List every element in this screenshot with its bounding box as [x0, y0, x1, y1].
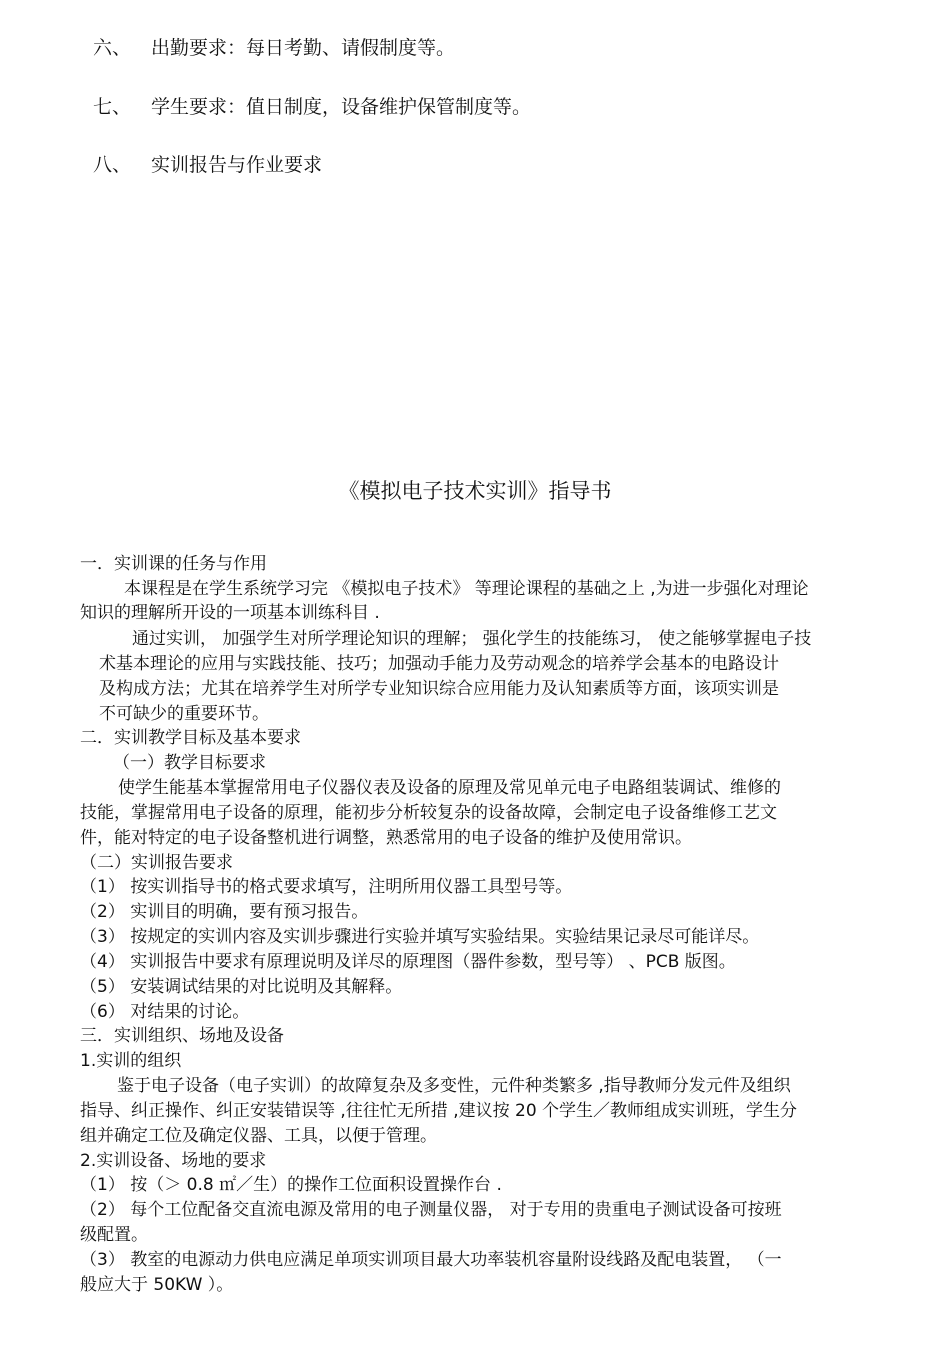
- item-seven-text: 学生要求：值日制度，设备维护保管制度等。: [151, 96, 532, 118]
- item-six: [93, 37, 456, 59]
- paragraph-line: 使学生能基本掌握常用电子仪器仪表及设备的原理及常见单元电子电路组装调试、维修的: [118, 778, 781, 798]
- paragraph-line: 通过实训， 加强学生对所学理论知识的理解； 强化学生的技能练习， 使之能够掌握电子技: [132, 629, 812, 649]
- section-1-heading: 一．实训课的任务与作用: [80, 554, 267, 574]
- paragraph-line: 组并确定工位及确定仪器、工具，以便于管理。: [80, 1126, 437, 1146]
- list-item: （3） 按规定的实训内容及实训步骤进行实验并填写实验结果。实验结果记录尽可能详尽。: [80, 927, 760, 947]
- paragraph-line: 及构成方法；尤其在培养学生对所学专业知识综合应用能力及认知素质等方面，该项实训是: [99, 679, 779, 699]
- item-seven-number: 七、: [93, 96, 132, 118]
- list-item-continuation: 级配置。: [80, 1225, 148, 1245]
- paragraph-line: 本课程是在学生系统学习完 《模拟电子技术》 等理论课程的基础之上 ,为进一步强化对理论: [124, 579, 809, 599]
- paragraph-line: 不可缺少的重要环节。: [99, 704, 269, 724]
- list-item: （2） 每个工位配备交直流电源及常用的电子测量仪器， 对于专用的贵重电子测试设备可按班: [80, 1200, 782, 1220]
- subsection-heading: （二）实训报告要求: [80, 853, 233, 873]
- item-six-number: 六、: [93, 37, 132, 59]
- item-eight: [93, 154, 323, 176]
- list-item: （4） 实训报告中要求有原理说明及详尽的原理图（器件参数，型号等） 、PCB 版图。: [80, 952, 736, 972]
- item-six-text: 出勤要求：每日考勤、请假制度等。: [151, 37, 456, 59]
- subsection-heading: （一）教学目标要求: [113, 753, 266, 773]
- section-3-heading: 三．实训组织、场地及设备: [80, 1026, 284, 1046]
- subsection-heading: 1.实训的组织: [80, 1051, 182, 1071]
- paragraph-line: 术基本理论的应用与实践技能、技巧；加强动手能力及劳动观念的培养学会基本的电路设计: [99, 654, 779, 674]
- subsection-heading: 2.实训设备、场地的要求: [80, 1151, 267, 1171]
- paragraph-line: 鉴于电子设备（电子实训）的故障复杂及多变性，元件种类繁多 ,指导教师分发元件及组织: [117, 1076, 791, 1096]
- paragraph-line: 技能，掌握常用电子设备的原理，能初步分析较复杂的设备故障，会制定电子设备维修工艺文: [80, 803, 777, 823]
- item-eight-number: 八、: [93, 154, 132, 176]
- paragraph-line: 知识的理解所开设的一项基本训练科目 .: [80, 603, 380, 623]
- list-item: （2） 实训目的明确，要有预习报告。: [80, 902, 369, 922]
- list-item: （6） 对结果的讨论。: [80, 1002, 250, 1022]
- item-eight-text: 实训报告与作业要求: [151, 154, 323, 176]
- list-item: （3） 教室的电源动力供电应满足单项实训项目最大功率装机容量附设线路及配电装置， （一: [80, 1250, 782, 1270]
- section-2-heading: 二．实训教学目标及基本要求: [80, 728, 301, 748]
- list-item: （5） 安装调试结果的对比说明及其解释。: [80, 977, 403, 997]
- item-seven: [93, 96, 532, 118]
- paragraph-line: 指导、纠正操作、纠正安装错误等 ,往往忙无所措 ,建议按 20 个学生／教师组成实训班，学生分: [80, 1101, 798, 1121]
- list-item-continuation: 般应大于 50KW ）。: [80, 1275, 234, 1295]
- list-item: （1） 按实训指导书的格式要求填写，注明所用仪器工具型号等。: [80, 877, 573, 897]
- document-title: 《模拟电子技术实训》指导书: [338, 479, 612, 503]
- paragraph-line: 件，能对特定的电子设备整机进行调整，熟悉常用的电子设备的维护及使用常识。: [80, 828, 692, 848]
- list-item: （1） 按（＞ 0.8 ㎡／生）的操作工位面积设置操作台 .: [80, 1175, 502, 1195]
